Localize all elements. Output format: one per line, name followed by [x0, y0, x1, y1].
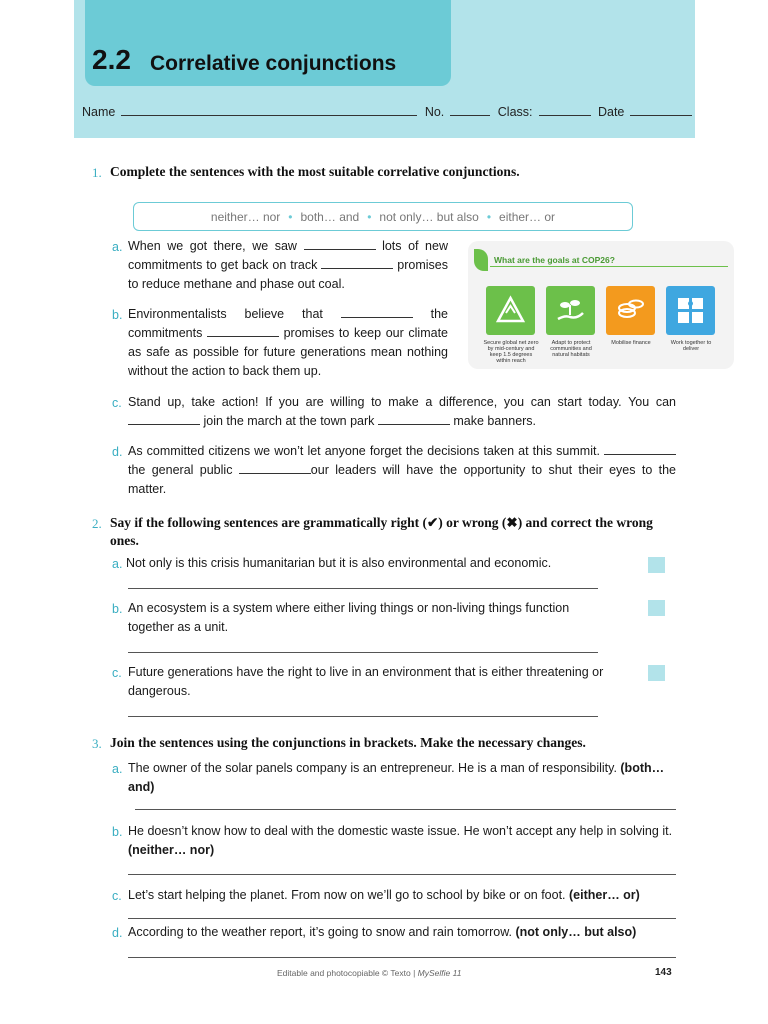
q1-item-c: Stand up, take action! If you are willing to make a difference, you can start today. You can join the march at the town park make banners.	[128, 395, 676, 428]
conjunction-hint: (both… and)	[128, 761, 665, 794]
page-title: Correlative conjunctions	[150, 52, 397, 75]
answer-line[interactable]	[128, 918, 676, 919]
item-letter: d.	[112, 926, 123, 940]
answer-line[interactable]	[128, 716, 598, 717]
recycle-icon	[486, 286, 535, 335]
blank-field[interactable]	[239, 463, 311, 474]
right-wrong-box[interactable]	[648, 665, 665, 681]
blank-field[interactable]	[207, 326, 279, 337]
right-wrong-box[interactable]	[648, 557, 665, 573]
q1-item-b: Environmentalists believe that the commitments promises to keep our climate as safe as possible for future generations mean nothing without the action to back them up.	[128, 307, 449, 378]
q2-item-c: Future generations have the right to live in an environment that is either threatening or dangerous.	[128, 665, 604, 698]
item-letter: b.	[112, 825, 123, 839]
goal-caption: Work together to deliver	[670, 340, 712, 352]
right-wrong-box[interactable]	[648, 600, 665, 616]
item-letter: b.	[112, 602, 123, 616]
conjunction-hint: (either… or)	[569, 888, 640, 902]
answer-line[interactable]	[128, 874, 676, 875]
name-label: Name	[82, 105, 116, 119]
goal-caption: Secure global net zero by mid-century and keep 1.5 degrees within reach	[483, 340, 539, 364]
divider	[490, 266, 728, 267]
q2-item-b: An ecosystem is a system where either living things or non-living things function together as a unit.	[128, 601, 570, 634]
number-field[interactable]	[450, 105, 490, 116]
blank-field[interactable]	[304, 239, 376, 250]
blank-field[interactable]	[341, 307, 413, 318]
word-bank-option: either… or	[499, 209, 556, 224]
footer-copyright: Editable and photocopiable © Texto | MySelfie 11	[277, 968, 462, 978]
q3-item-d: According to the weather report, it’s going to snow and rain tomorrow. (not only… but also)	[128, 925, 637, 939]
goal-caption: Mobilise finance	[611, 340, 651, 346]
answer-line[interactable]	[128, 957, 676, 958]
answer-line[interactable]	[128, 652, 598, 653]
page-number: 143	[655, 967, 672, 978]
q1-number: 1.	[92, 165, 102, 180]
answer-line[interactable]	[128, 588, 598, 589]
word-bank-option: neither… nor	[210, 209, 281, 224]
class-field[interactable]	[539, 105, 591, 116]
bullet-icon: •	[367, 209, 372, 224]
q1-instruction: Complete the sentences with the most suitable correlative conjunctions.	[110, 164, 520, 179]
infographic-title: What are the goals at COP26?	[494, 255, 615, 265]
name-field[interactable]	[121, 105, 417, 116]
item-letter: d.	[112, 445, 123, 459]
class-label: Class:	[497, 105, 533, 119]
goal-caption: Adapt to protect communities and natural habitats	[550, 340, 592, 358]
student-info-row	[82, 105, 688, 119]
plant-hand-icon	[546, 286, 595, 335]
conjunction-hint: (neither… nor)	[128, 843, 215, 857]
answer-line[interactable]	[135, 809, 676, 810]
conjunction-hint: (not only… but also)	[515, 925, 637, 939]
blank-field[interactable]	[604, 444, 676, 455]
item-letter: c.	[112, 889, 122, 903]
date-field[interactable]	[630, 105, 692, 116]
q3-number: 3.	[92, 736, 102, 751]
coins-icon	[606, 286, 655, 335]
item-letter: b.	[112, 308, 123, 322]
item-letter: c.	[112, 666, 122, 680]
date-label: Date	[597, 105, 625, 119]
q2-instruction: Say if the following sentences are grammatically right (✔) or wrong (✖) and correct the wrong ones.	[110, 515, 653, 548]
puzzle-icon	[666, 286, 715, 335]
q2-number: 2.	[92, 516, 102, 531]
word-bank-option: not only… but also	[379, 209, 479, 224]
q2-item-a: Not only is this crisis humanitarian but it is also environmental and economic.	[126, 556, 552, 570]
item-letter: a.	[112, 240, 123, 254]
item-letter: a.	[112, 762, 123, 776]
q3-item-c: Let’s start helping the planet. From now on we’ll go to school by bike or on foot. (either… or)	[128, 888, 640, 902]
leaf-icon	[474, 249, 488, 271]
blank-field[interactable]	[321, 258, 393, 269]
bullet-icon: •	[486, 209, 492, 224]
item-letter: c.	[112, 396, 122, 410]
book-title: MySelfie 11	[417, 968, 462, 978]
blank-field[interactable]	[128, 414, 200, 425]
q1-item-a: When we got there, we saw lots of new commitments to get back on track promises to reduce methane and phase out coal.	[128, 239, 448, 291]
q3-item-a: The owner of the solar panels company is an entrepreneur. He is a man of responsibility. (both… and)	[128, 761, 665, 794]
bullet-icon: •	[288, 209, 293, 224]
number-label: No.	[424, 105, 445, 119]
blank-field[interactable]	[378, 414, 450, 425]
section-number: 2.2	[92, 44, 131, 75]
q3-item-b: He doesn’t know how to deal with the domestic waste issue. He won’t accept any help in solving it. (neither… nor)	[128, 824, 673, 857]
word-bank	[133, 202, 633, 231]
word-bank-option: both… and	[300, 209, 360, 224]
q1-item-d: As committed citizens we won’t let anyone forget the decisions taken at this summit. the general public our leaders will have the opportunity to shut their eyes to the matter.	[128, 444, 676, 496]
item-letter: a.	[112, 557, 123, 571]
q3-instruction: Join the sentences using the conjunctions in brackets. Make the necessary changes.	[110, 735, 586, 750]
